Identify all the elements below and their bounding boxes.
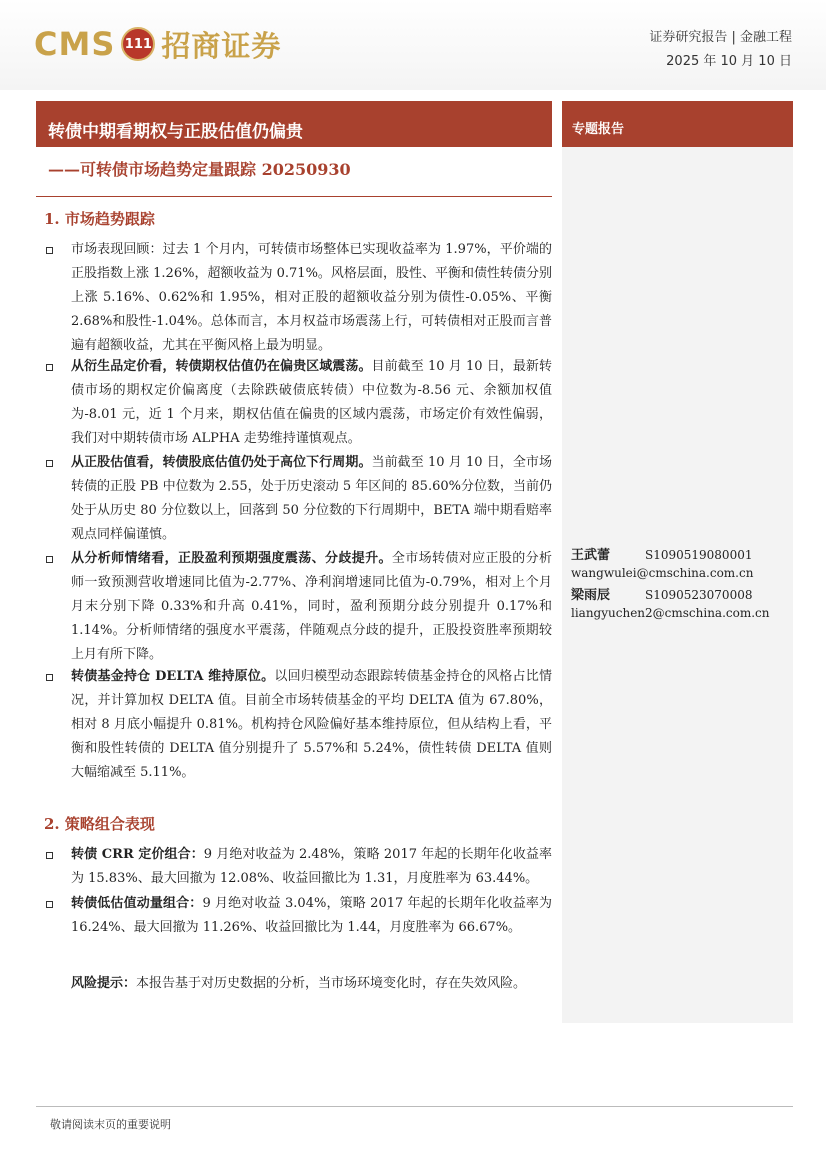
company-logo bbox=[34, 22, 281, 66]
section-title: 1. 市场趋势跟踪 bbox=[44, 210, 155, 228]
bullet-text: 全市场转债对应正股的分析师一致预测营收增速同比值为-2.77%、净利润增速同比值为-0.79%，相对上个月月末分别下降 0.33%和升高 0.41%，同时，盈利预期分歧分别提升 0.17%和 1.14%。分析师情绪的强度水平震荡，伴随观点分歧的提升，正股投资胜率预期较上月有所下降。 bbox=[71, 551, 552, 662]
footer-note: 敬请阅读末页的重要说明 bbox=[50, 1118, 171, 1131]
report-date: 2025 年 10 月 10 日 bbox=[666, 54, 792, 69]
main-title: 转债中期看期权与正股估值仍偏贵 bbox=[48, 122, 303, 142]
risk-warning bbox=[71, 972, 552, 996]
bullet-square-icon bbox=[46, 901, 53, 908]
section-title: 2. 策略组合表现 bbox=[44, 815, 155, 833]
bullet-text: 9 月绝对收益为 2.48%，策略 2017 年起的长期年化收益率为 15.83%、最大回撤为 12.08%、收益回撤比为 1.31，月度胜率为 63.44%。 bbox=[71, 847, 552, 886]
author-email[interactable]: wangwulei@cmschina.com.cn bbox=[571, 566, 754, 580]
sidebar-label: 专题报告 bbox=[572, 122, 625, 137]
risk-text: 本报告基于对历史数据的分析，当市场环境变化时，存在失效风险。 bbox=[136, 976, 527, 991]
logo-cms-text: CMS bbox=[34, 25, 116, 63]
bullet-lead: 从正股估值看，转债股底估值仍处于高位下行周期。 bbox=[71, 455, 372, 470]
bullet-item bbox=[46, 547, 552, 667]
author-card bbox=[571, 544, 753, 580]
bullet-lead: 从衍生品定价看，转债期权估值仍在偏贵区域震荡。 bbox=[71, 359, 372, 374]
bullet-item bbox=[46, 238, 552, 358]
bullet-item bbox=[46, 665, 552, 785]
bullet-text: 市场表现回顾：过去 1 个月内，可转债市场整体已实现收益率为 1.97%，平价端的正股指数上涨 1.26%，超额收益为 0.71%。风格层面，股性、平衡和债性转债分别上涨 5.16%、0.62%和 1.95%，相对正股的超额收益分别为债性-0.05%、平衡 2.68%和股性-1.04%。总体而言，本月权益市场震荡上行，可转债相对正股而言普遍有超额收益，尤其在平衡风格上最为明显。 bbox=[71, 242, 552, 353]
author-cert: S1090523070008 bbox=[645, 588, 753, 602]
author-cert: S1090519080001 bbox=[645, 548, 753, 562]
bullet-item bbox=[46, 892, 552, 940]
bullet-item bbox=[46, 843, 552, 891]
bullet-square-icon bbox=[46, 364, 53, 371]
footer-divider bbox=[36, 1106, 793, 1107]
bullet-text: 目前截至 10 月 10 日，最新转债市场的期权定价偏离度（去除跌破债底转债）中位数为-8.56 元、余额加权值为-8.01 元，近 1 个月来，期权估值在偏贵的区域内震荡，市场定价有效性偏弱，我们对中期转债市场 ALPHA 走势维持谨慎观点。 bbox=[71, 359, 552, 446]
sidebar-header bbox=[562, 101, 793, 147]
author-email[interactable]: liangyuchen2@cmschina.com.cn bbox=[571, 606, 770, 620]
bullet-item bbox=[46, 451, 552, 547]
main-title-bar bbox=[36, 101, 552, 147]
author-name: 王武蕾 bbox=[571, 548, 611, 563]
logo-emblem-icon: 111 bbox=[121, 27, 155, 61]
bullet-square-icon bbox=[46, 460, 53, 467]
report-meta bbox=[649, 26, 792, 74]
bullet-lead: 从分析师情绪看，正股盈利预期强度震荡、分歧提升。 bbox=[71, 551, 392, 566]
risk-lead: 风险提示： bbox=[71, 976, 137, 991]
bullet-square-icon bbox=[46, 852, 53, 859]
bullet-square-icon bbox=[46, 247, 53, 254]
subtitle: ——可转债市场趋势定量跟踪 20250930 bbox=[48, 160, 351, 179]
bullet-square-icon bbox=[46, 674, 53, 681]
author-name: 梁雨辰 bbox=[571, 588, 611, 603]
bullet-lead: 转债 CRR 定价组合： bbox=[71, 847, 204, 862]
bullet-square-icon bbox=[46, 556, 53, 563]
author-card bbox=[571, 584, 770, 620]
title-divider bbox=[36, 196, 552, 197]
bullet-text: 以回归模型动态跟踪转债基金持仓的风格占比情况，并计算加权 DELTA 值。目前全市场转债基金的平均 DELTA 值为 67.80%，相对 8 月底小幅提升 0.81%。机构持仓风险偏好基本维持原位，但从结构上看，平衡和股性转债的 DELTA 值分别提升了 5.57%和 5.24%，债性转债 DELTA 值则大幅缩减至 5.11%。 bbox=[71, 669, 552, 780]
bullet-lead: 转债低估值动量组合： bbox=[71, 896, 203, 911]
logo-company-name: 招商证券 bbox=[161, 28, 282, 63]
bullet-text: 当前截至 10 月 10 日，全市场转债的正股 PB 中位数为 2.55，处于历史滚动 5 年区间的 85.60%分位数，当前仍处于从历史 80 分位数以上，回落到 50 分位数的下行周期中，BETA 端中期看赔率观点同样偏谨慎。 bbox=[71, 455, 552, 542]
bullet-item bbox=[46, 355, 552, 451]
bullet-text: 9 月绝对收益 3.04%，策略 2017 年起的长期年化收益率为 16.24%、最大回撤为 11.26%、收益回撤比为 1.44，月度胜率为 66.67%。 bbox=[71, 896, 552, 935]
bullet-lead: 转债基金持仓 DELTA 维持原位。 bbox=[71, 669, 275, 684]
report-type: 证券研究报告 | 金融工程 bbox=[649, 30, 792, 45]
